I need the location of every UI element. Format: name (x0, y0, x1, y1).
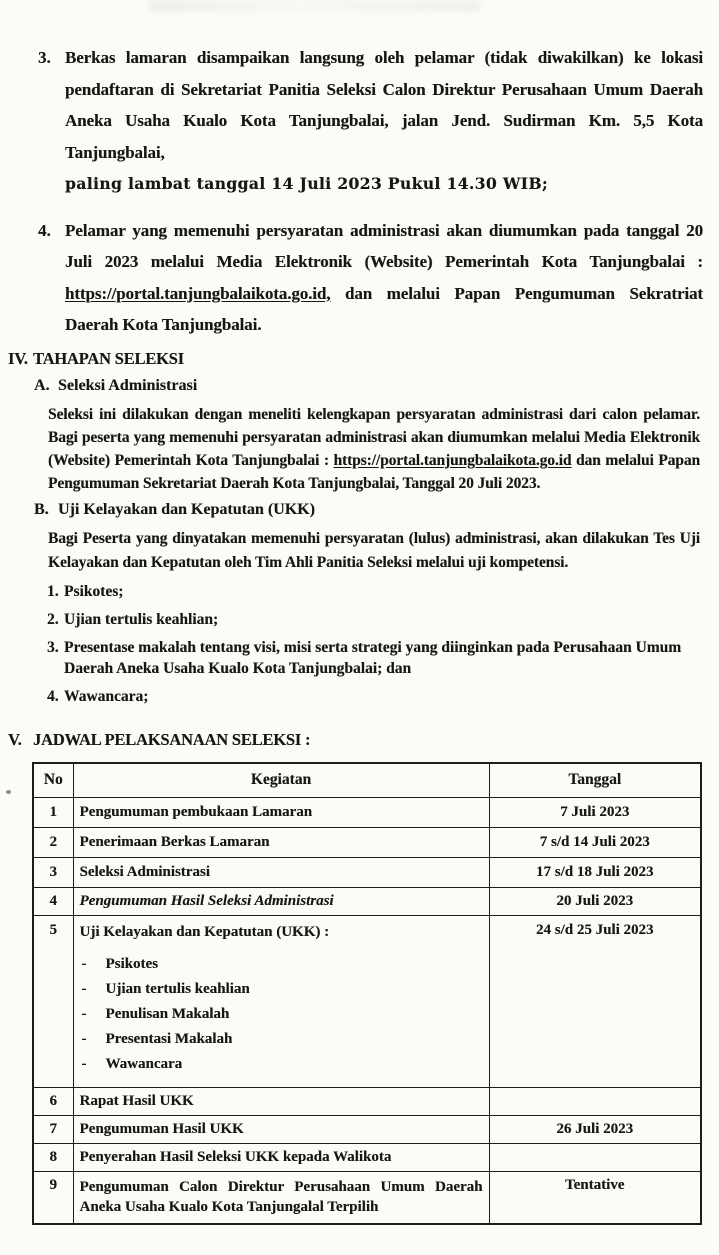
row5-kegiatan (73, 915, 489, 1087)
subsection-a-text-before-link: Seleksi ini dilakukan dengan meneliti kelengkapan persyaratan administrasi dari calon pelamar. Bagi peserta yang memenuhi persyaratan administrasi akan diumumkan melalui Media Elektronik (Website) Pemerintah Kota Tanjungbalai : (48, 405, 700, 469)
row6-no: 6 (33, 1087, 73, 1115)
item3-number: 3. (38, 48, 51, 67)
subsection-a-letter: A. (34, 376, 50, 394)
subsection-b-paragraph: Bagi Peserta yang dinyatakan memenuhi persyaratan (lulus) administrasi, akan dilakukan Tes Uji Kelayakan dan Kepatutan oleh Tim Ahli Panitia Seleksi melalui uji kompetensi. (48, 530, 700, 571)
row7-kegiatan: Pengumuman Hasil UKK (73, 1115, 489, 1143)
schedule-header-row (33, 763, 701, 798)
schedule-row-1 (33, 797, 701, 827)
row5-no: 5 (33, 915, 73, 1087)
ukk-step-2-text: Ujian tertulis keahlian; (64, 610, 219, 628)
schedule-row-7 (33, 1115, 701, 1143)
row4-tanggal: 20 Juli 2023 (489, 887, 701, 915)
schedule-row-3 (33, 857, 701, 887)
ukk-step-3-number: 3. (47, 638, 59, 656)
row4-kegiatan: Pengumuman Hasil Seleksi Administrasi (73, 887, 489, 915)
row5-bullet-2: - Ujian tertulis keahlian (82, 979, 483, 1000)
row7-tanggal: 26 Juli 2023 (489, 1115, 701, 1143)
row5-bullet-5: - Wawancara (82, 1054, 483, 1075)
row9-tanggal: Tentative (489, 1171, 701, 1224)
ukk-step-1-text: Psikotes; (64, 582, 124, 600)
item4-number: 4. (38, 220, 51, 240)
subsection-a-title: Seleksi Administrasi (58, 376, 198, 394)
section-v-title: JADWAL PELAKSANAAN SELEKSI : (33, 729, 311, 749)
row7-no: 7 (33, 1115, 73, 1143)
ukk-steps-list (47, 581, 719, 707)
subsection-b-title: Uji Kelayakan dan Kepatutan (UKK) (58, 501, 315, 519)
portal-url-text: https://portal.tanjungbalaikota.go.id, (65, 283, 331, 303)
ukk-step-4-number: 4. (47, 687, 59, 705)
row1-no: 1 (33, 797, 73, 827)
row3-kegiatan: Seleksi Administrasi (73, 857, 489, 887)
schedule-table (32, 762, 702, 1225)
subsection-a-paragraph (48, 403, 700, 496)
section-iv-numeral: IV. (8, 348, 28, 368)
row5-kegiatan-title: Uji Kelayakan dan Kepatutan (UKK) : (79, 923, 330, 940)
section-iv-title: TAHAPAN SELEKSI (33, 348, 184, 368)
row5-tanggal: 24 s/d 25 Juli 2023 (489, 915, 701, 1087)
row2-kegiatan: Penerimaan Berkas Lamaran (73, 827, 489, 857)
subsection-b-heading (34, 498, 719, 521)
row3-tanggal: 17 s/d 18 Juli 2023 (489, 857, 701, 887)
row9-kegiatan: Pengumuman Calon Direktur Perusahaan Umum Daerah Aneka Usaha Kualo Kota Tanjungalal Terpilih (73, 1171, 489, 1224)
row8-kegiatan: Penyerahan Hasil Seleksi UKK kepada Walikota (73, 1143, 489, 1171)
row9-no: 9 (33, 1171, 73, 1224)
portal-url-text-2: https://portal.tanjungbalaikota.go.id (333, 451, 572, 469)
item3-body (65, 42, 703, 200)
ukk-step-2-number: 2. (47, 610, 59, 628)
item3-deadline-text: paling lambat tanggal 14 Juli 2023 Pukul 14.30 WIB; (65, 174, 548, 193)
row5-bullet-4: - Presentasi Makalah (82, 1029, 483, 1050)
subsection-a-heading (34, 374, 719, 397)
schedule-row-4 (33, 887, 701, 915)
header-tanggal: Tanggal (489, 763, 701, 798)
list-item-3 (38, 42, 705, 200)
ukk-step-3 (47, 637, 719, 679)
scan-dot-artifact (6, 790, 11, 794)
schedule-row-6 (33, 1087, 701, 1115)
schedule-row-5 (33, 915, 701, 1087)
row3-no: 3 (33, 857, 73, 887)
ukk-step-2 (47, 609, 719, 630)
row5-bullet-1: - Psikotes (82, 954, 483, 975)
ukk-step-1-number: 1. (47, 582, 59, 600)
item4-text-after-link: dan melalui Papan Pengumuman Sekratriat Daerah Kota Tanjungbalai. (65, 283, 703, 334)
item3-text: Berkas lamaran disampaikan langsung oleh pelamar (tidak diwakilkan) ke lokasi pendaftaran di Sekretariat Panitia Seleksi Calon Direktur Perusahaan Umum Daerah Aneka Usaha Kualo Kota Tanjungbalai, jalan Jend. Sudirman Km. 5,5 Kota Tanjungbalai, (65, 48, 703, 162)
list-item-4 (38, 215, 705, 341)
section-v-heading (8, 728, 719, 752)
subsection-a-text-after-link: dan melalui Papan Pengumuman Sekretariat Daerah Kota Tanjungbalai, Tanggal 20 Juli 2023. (48, 451, 700, 493)
row5-bullet-3: - Penulisan Makalah (82, 1004, 483, 1025)
item4-body (65, 215, 703, 341)
row5-bullet-list (80, 954, 483, 1075)
ukk-step-3-text: Presentase makalah tentang visi, misi serta strategi yang diinginkan pada Perusahaan Umum Daerah Aneka Usaha Kualo Kota Tanjungbalai; dan (64, 638, 682, 677)
ukk-step-4 (47, 686, 719, 707)
row2-no: 2 (33, 827, 73, 857)
row1-kegiatan: Pengumuman pembukaan Lamaran (73, 797, 489, 827)
ukk-step-1 (47, 581, 719, 602)
header-no: No (33, 763, 73, 798)
header-kegiatan: Kegiatan (73, 763, 489, 798)
row6-kegiatan: Rapat Hasil UKK (73, 1087, 489, 1115)
section-iv-heading (8, 347, 719, 371)
schedule-row-8 (33, 1143, 701, 1171)
subsection-b-letter: B. (34, 501, 49, 519)
row6-tanggal (489, 1087, 701, 1115)
schedule-row-9 (33, 1171, 701, 1224)
row8-tanggal (489, 1143, 701, 1171)
row4-no: 4 (33, 887, 73, 915)
ukk-step-4-text: Wawancara; (64, 687, 149, 705)
row2-tanggal: 7 s/d 14 Juli 2023 (489, 827, 701, 857)
schedule-row-2 (33, 827, 701, 857)
row8-no: 8 (33, 1143, 73, 1171)
row1-tanggal: 7 Juli 2023 (489, 797, 701, 827)
item4-text-before-link: Pelamar yang memenuhi persyaratan administrasi akan diumumkan pada tanggal 20 Juli 2023 melalui Media Elektronik (Website) Pemerintah Kota Tanjungbalai : (65, 220, 703, 271)
section-v-numeral: V. (8, 729, 22, 749)
scan-smudge-artifact (150, 0, 480, 12)
